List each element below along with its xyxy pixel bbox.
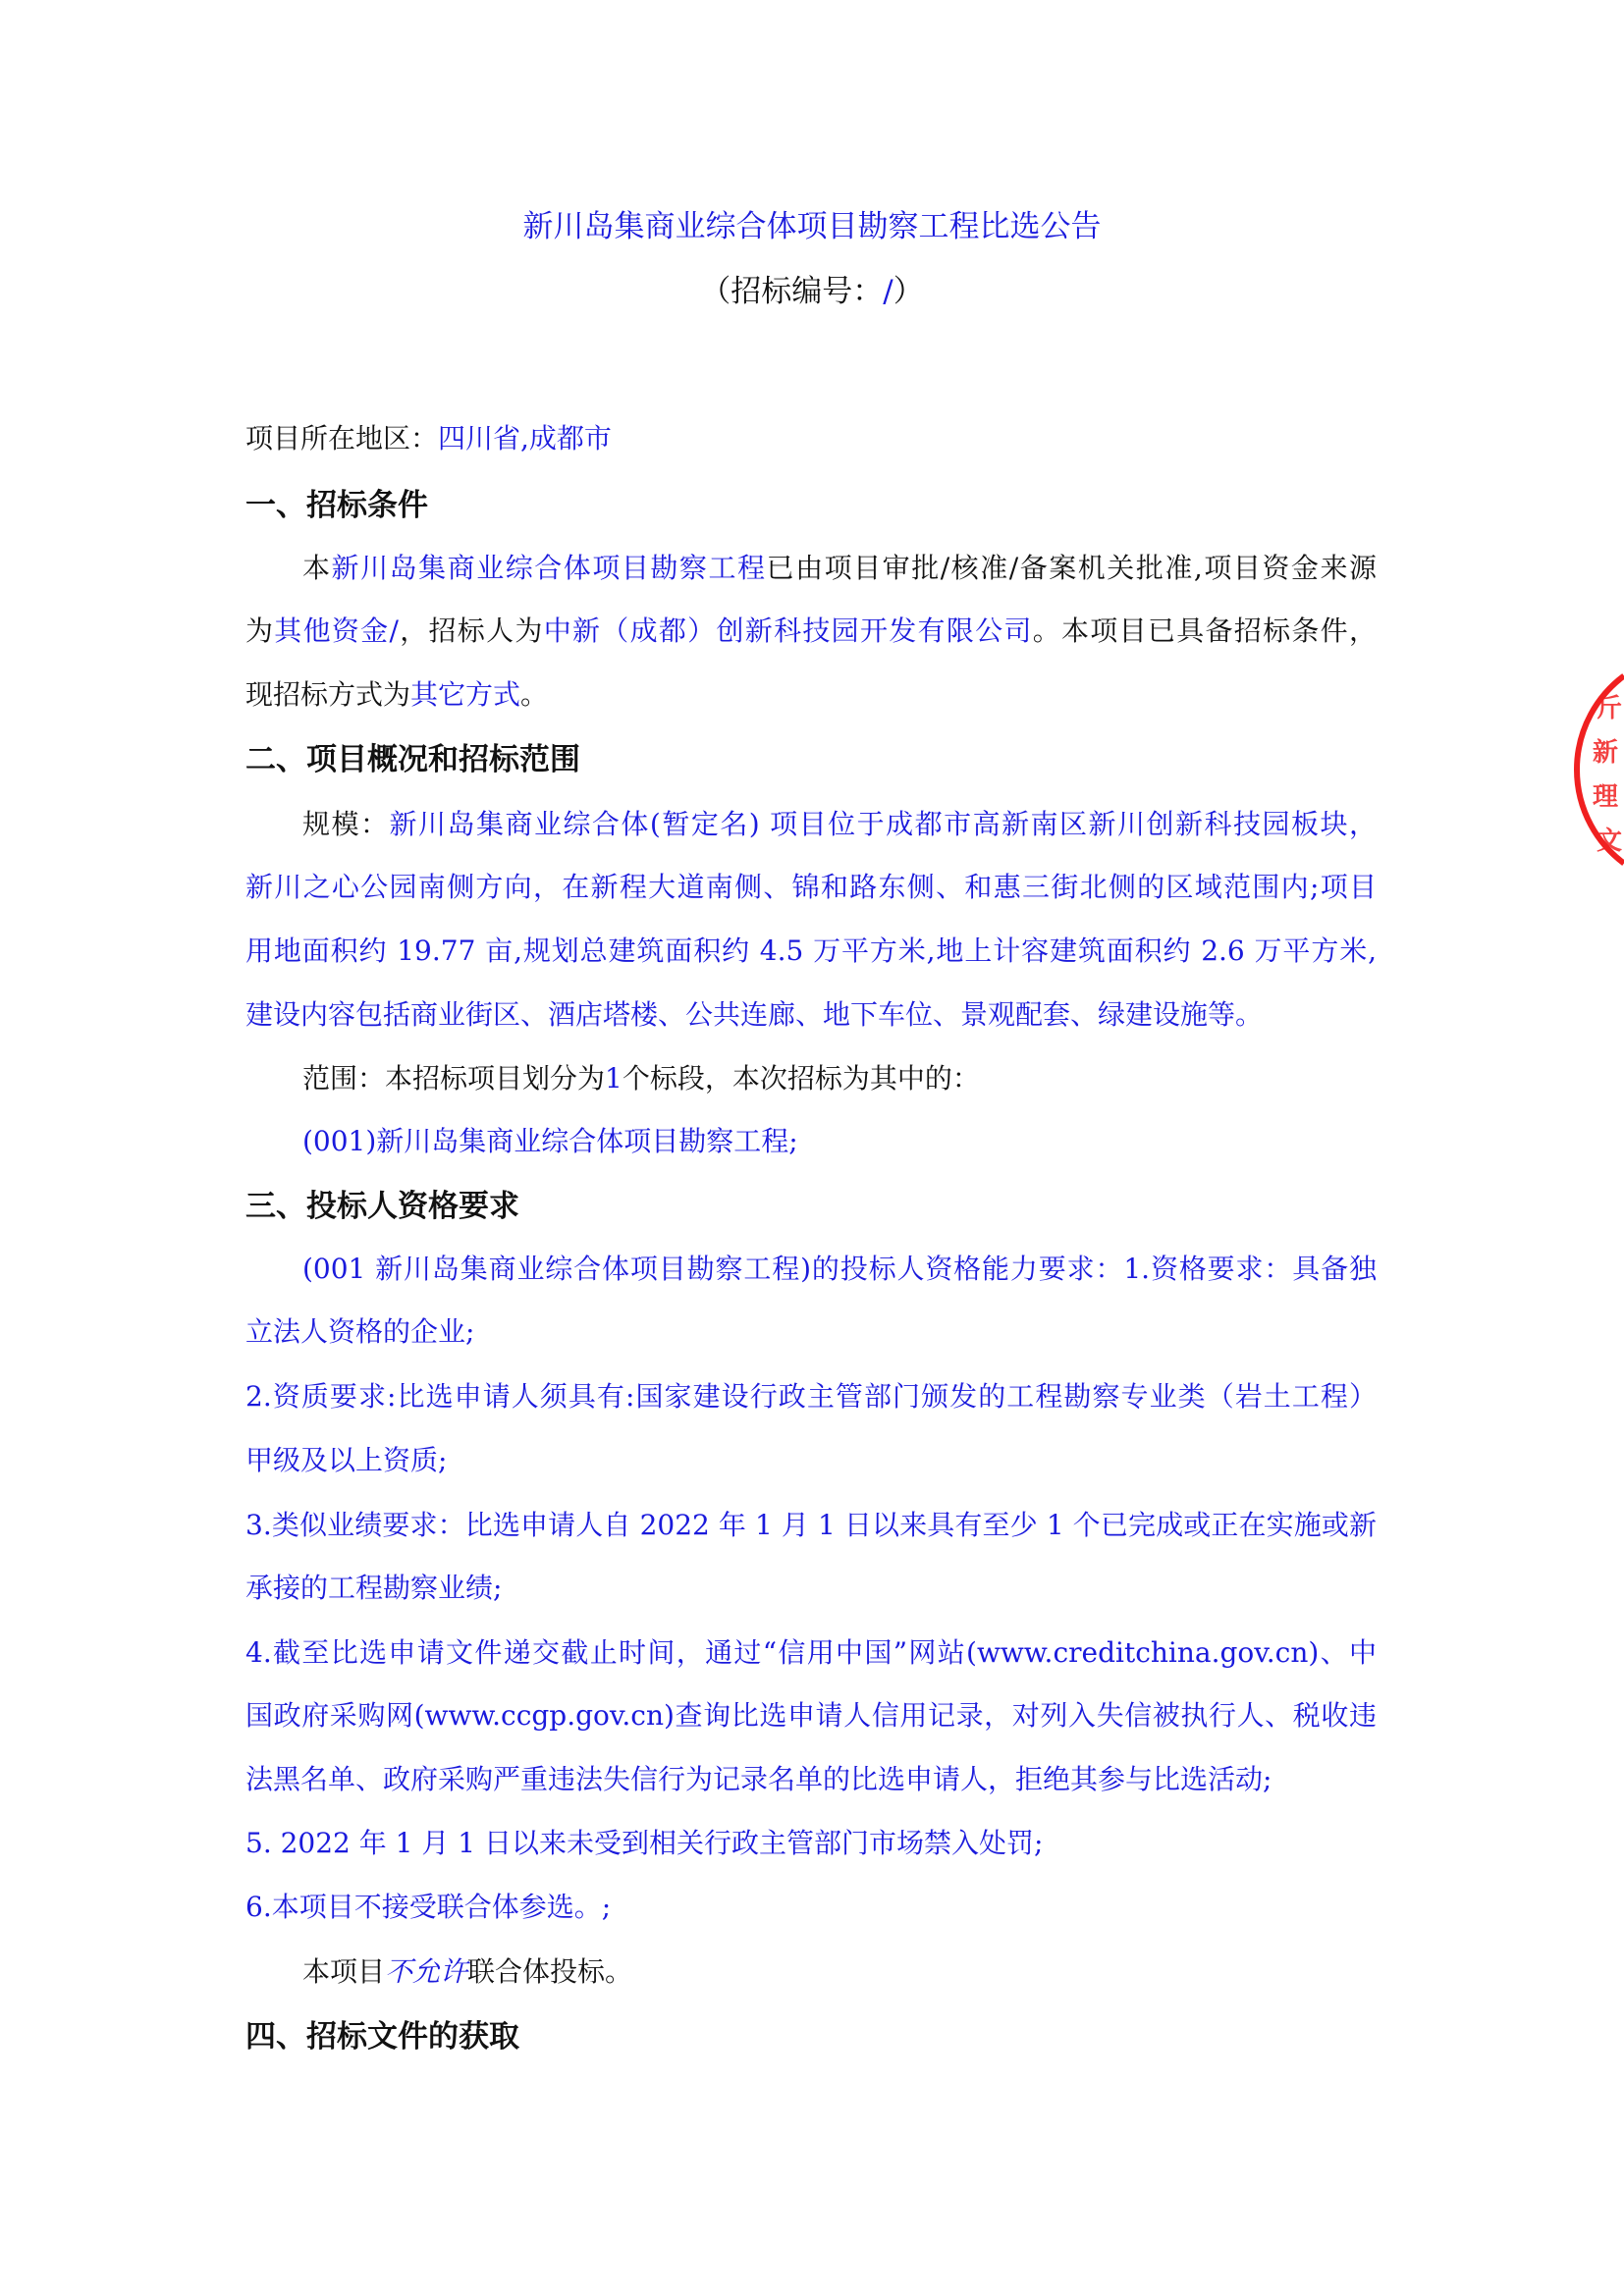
paragraph-line (245, 1824, 1377, 1863)
filled-field-text: 中新（成都）创新科技园开发有限公司 (543, 614, 1033, 647)
filled-field-text: 其他资金/ (274, 614, 399, 647)
svg-text:理: 理 (1593, 782, 1619, 812)
paragraph-line (245, 1059, 1377, 1098)
static-text: 。本项目已具备招标条件， (1032, 614, 1377, 647)
static-text: 现招标方式为 (245, 678, 411, 711)
filled-field-text: 法黑名单、政府采购严重违法失信行为记录名单的比选申请人，拒绝其参与比选活动; (245, 1763, 1272, 1795)
filled-field-text: 立法人资格的企业; (245, 1315, 475, 1348)
paragraph-line (245, 1377, 1377, 1416)
paragraph-line (245, 419, 1377, 458)
filled-field-text: 4.截至比选申请文件递交截止时间，通过“信用中国”网站(www.creditchina.gov.cn)、中 (245, 1636, 1377, 1669)
paragraph-line (245, 1506, 1377, 1545)
filled-field-text: 2.资质要求:比选申请人须具有:国家建设行政主管部门颁发的工程勘察专业类（岩土工程） (245, 1380, 1377, 1413)
section-heading (245, 740, 1377, 779)
static-text: 本 (302, 552, 332, 584)
svg-text:新: 新 (1593, 738, 1619, 768)
paragraph-line (245, 1952, 1377, 1992)
paragraph-line (245, 1696, 1377, 1735)
filled-field-text: 其它方式 (410, 678, 521, 711)
paragraph-line (245, 995, 1377, 1035)
static-text: 为 (245, 614, 275, 647)
paragraph-line (245, 1441, 1377, 1480)
filled-field-text: 甲级及以上资质; (245, 1444, 448, 1476)
paragraph-line (245, 1122, 1377, 1161)
filled-field-text: 不允许 (385, 1955, 468, 1988)
paragraph-line (245, 1888, 1377, 1927)
section-heading (245, 486, 1377, 525)
document-title: 新川岛集商业综合体项目勘察工程比选公告 (522, 209, 1102, 244)
filled-field-text: 3.类似业绩要求：比选申请人自 2022 年 1 月 1 日以来具有至少 1 个已完成或正在实施或新 (245, 1509, 1377, 1541)
static-text: 一、招标条件 (245, 488, 428, 523)
section-heading (245, 2017, 1377, 2056)
seal-lettering (1593, 694, 1622, 856)
static-text: ，招标人为 (398, 614, 544, 647)
paragraph-line (245, 549, 1377, 588)
static-text: 项目所在地区： (245, 422, 439, 454)
paragraph-line (245, 1760, 1377, 1799)
tender-number (0, 270, 1624, 313)
static-text: 二、项目概况和招标范围 (245, 742, 580, 777)
static-text: 三、投标人资格要求 (245, 1189, 519, 1224)
paragraph-line (245, 805, 1377, 844)
paragraph-line (245, 1250, 1377, 1289)
filled-field-text: 建设内容包括商业街区、酒店塔楼、公共连廊、地下车位、景观配套、绿建设施等。 (245, 998, 1264, 1031)
static-text: 范围：本招标项目划分为 (302, 1062, 606, 1095)
filled-field-text: 6.本项目不接受联合体参选。; (245, 1891, 612, 1923)
static-text: 已由项目审批/核准/备案机关批准,项目资金来源 (766, 552, 1377, 584)
filled-field-text: 新川岛集商业综合体项目勘察工程 (331, 552, 767, 584)
paragraph-line (245, 868, 1377, 907)
static-text: 本项目 (302, 1955, 386, 1988)
static-text: 四、招标文件的获取 (245, 2019, 519, 2055)
filled-field-text: 四川省,成都市 (438, 422, 612, 454)
tender-number-suffix: ） (893, 274, 924, 309)
paragraph-line (245, 1633, 1377, 1673)
filled-field-text: (001)新川岛集商业综合体项目勘察工程; (302, 1125, 798, 1157)
static-text: 。 (520, 678, 549, 711)
filled-field-text: 用地面积约 19.77 亩,规划总建筑面积约 4.5 万平方米,地上计容建筑面积约 2.6 万平方米, (245, 934, 1377, 967)
filled-field-text: 承接的工程勘察业绩; (245, 1572, 503, 1604)
static-text: 联合体投标。 (467, 1955, 633, 1988)
section-heading (245, 1187, 1377, 1226)
paragraph-line (245, 675, 1377, 715)
static-text: 个标段，本次招标为其中的： (622, 1062, 980, 1095)
filled-field-text: 新川岛集商业综合体(暂定名) 项目位于成都市高新南区新川创新科技园板块， (389, 808, 1377, 840)
tender-number-prefix: （招标编号： (700, 274, 884, 309)
filled-field-text: (001 新川岛集商业综合体项目勘察工程)的投标人资格能力要求：1.资格要求：具备独 (302, 1253, 1377, 1285)
company-seal-stamp (1571, 648, 1624, 893)
filled-field-text: 国政府采购网(www.ccgp.gov.cn)查询比选申请人信用记录，对列入失信被执行人、税收违 (245, 1699, 1377, 1732)
filled-field-text: 5. 2022 年 1 月 1 日以来未受到相关行政主管部门市场禁入处罚; (245, 1827, 1044, 1859)
paragraph-line (245, 1569, 1377, 1608)
tender-number-value: / (883, 274, 893, 309)
paragraph-line (245, 932, 1377, 971)
svg-text:斤: 斤 (1597, 694, 1623, 723)
filled-field-text: 1 (605, 1062, 623, 1095)
paragraph-line (245, 1312, 1377, 1352)
static-text: 规模： (302, 808, 390, 840)
svg-text:文: 文 (1597, 827, 1623, 856)
filled-field-text: 新川之心公园南侧方向，在新程大道南侧、锦和路东侧、和惠三街北侧的区域范围内;项目 (245, 871, 1377, 903)
paragraph-line (245, 612, 1377, 651)
